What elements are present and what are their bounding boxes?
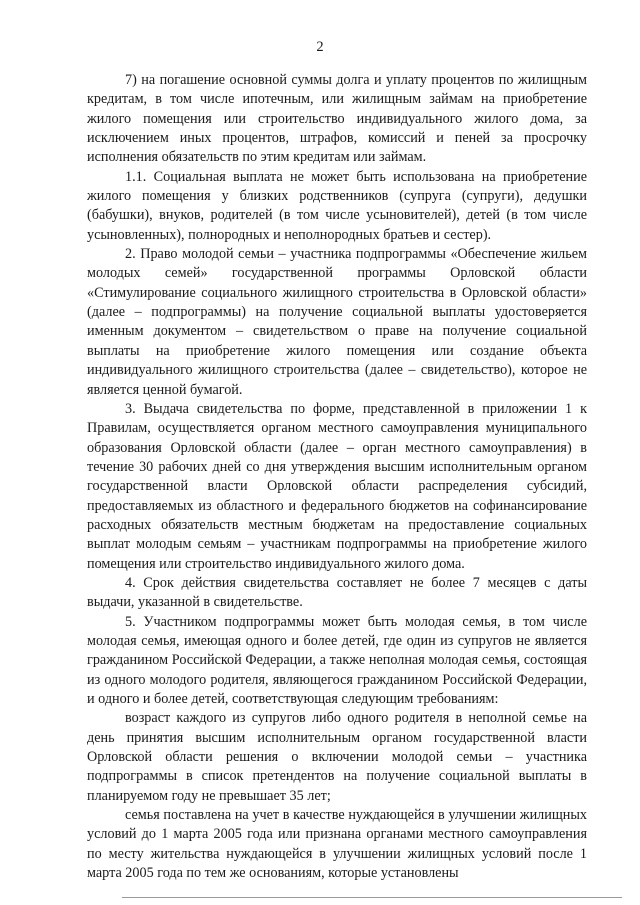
- footer-rule: [122, 897, 622, 898]
- paragraph-4: 4. Срок действия свидетельства составляет не более 7 месяцев с даты выдачи, указанной в свидетельстве.: [87, 574, 587, 611]
- paragraph-2: 2. Право молодой семьи – участника подпрограммы «Обеспечение жильем молодых семей» государственной программы Орловской области «Стимулирование социального жилищного строительства в Орловской области» (далее – подпрограммы) на получение социальной выплаты удостоверяется именным документом – свидетельством о праве на получение социальной выплаты на приобретение жилого помещения или создание объекта индивидуального жилищного строительства (далее – свидетельство), которое не является ценной бумагой.: [87, 246, 587, 398]
- paragraph-1-1: 1.1. Социальная выплата не может быть использована на приобретение жилого помещения у близких родственников (супруга (супруги), дедушки (бабушки), внуков, родителей (в том числе усыновителей), детей (в том числе усыновленных), полнородных и неполнородных братьев и сестер).: [87, 168, 587, 243]
- paragraph-item-7: 7) на погашение основной суммы долга и уплату процентов по жилищным кредитам, в том числе ипотечным, или жилищным займам на приобретение жилого помещения или строительство индивидуального жилого дома, за исключением иных процентов, штрафов, комиссий и пеней за просрочку исполнения обязательств по этим кредитам или займам.: [87, 72, 587, 166]
- paragraph-5-housing-requirement: семья поставлена на учет в качестве нуждающейся в улучшении жилищных условий до 1 марта 2005 года или признана органами местного самоуправления по месту жительства нуждающейся в улучшении жилищных условий после 1 марта 2005 года по тем же основаниям, которые установлены: [87, 807, 587, 882]
- paragraph-5: 5. Участником подпрограммы может быть молодая семья, в том числе молодая семья, имеющая одного и более детей, где один из супругов не является гражданином Российской Федерации, а также неполная молодая семья, состоящая из одного молодого родителя, являющегося гражданином Российской Федерации, и одного и более детей, соответствующая следующим требованиям:: [87, 613, 587, 707]
- paragraph-3: 3. Выдача свидетельства по форме, представленной в приложении 1 к Правилам, осуществляется органом местного самоуправления муниципального образования Орловской области (далее – орган местного самоуправления) в течение 30 рабочих дней со дня утверждения высшим исполнительным органом государственной власти Орловской области распределения субсидий, предоставляемых из областного и федерального бюджетов на софинансирование расходных обязательств местным бюджетам на предоставление социальных выплат молодым семьям – участникам подпрограммы на приобретение жилого помещения или строительство индивидуального жилого дома.: [87, 400, 587, 572]
- page-number: 2: [316, 39, 324, 55]
- paragraph-5-age-requirement: возраст каждого из супругов либо одного родителя в неполной семье на день принятия высшим исполнительным органом государственной власти Орловской области решения о включении молодой семьи – участника подпрограммы в список претендентов на получение социальной выплаты в планируемом году не превышает 35 лет;: [87, 710, 587, 804]
- document-body: [87, 71, 587, 883]
